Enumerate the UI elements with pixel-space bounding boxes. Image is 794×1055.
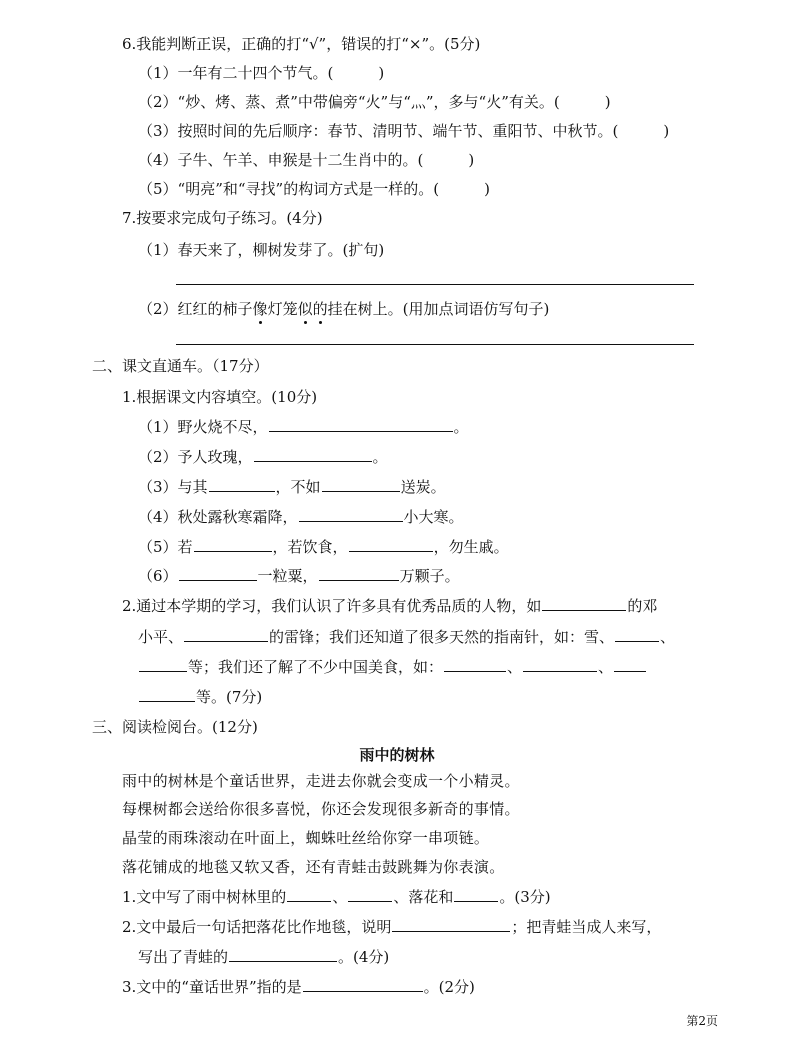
s3-q2-l2-end: 。(4分) (338, 948, 390, 966)
blank-field[interactable] (542, 596, 626, 611)
s2-q1-item-5 (138, 537, 509, 557)
s2-q1-item-6 (138, 566, 460, 586)
s2-q2-line-1 (122, 596, 657, 616)
s2-q1-5-mid: ，若饮食， (272, 538, 348, 556)
s3-q2-l2-text: 写出了青蛙的 (138, 948, 229, 966)
blank-field[interactable] (392, 917, 510, 932)
s2-q2-l4-text: 等。(7分) (196, 688, 263, 706)
blank-field[interactable] (139, 657, 187, 672)
blank-field[interactable] (269, 417, 453, 432)
s2-q1-2-end: 。 (372, 448, 388, 466)
s3-q1-text: 1.文中写了雨中树林里的 (122, 888, 287, 906)
s2-q1-item-1 (138, 417, 469, 437)
blank-field[interactable] (349, 537, 433, 552)
s2-q1-4-end: 小大寒。 (403, 508, 464, 526)
blank-field[interactable] (254, 447, 372, 462)
s2-q2-l2-end: 、 (660, 628, 676, 646)
s2-q1-3-text: （3）与其 (138, 478, 208, 496)
poem-line-4: 落花铺成的地毯又软又香，还有青蛙击鼓跳舞为你表演。 (122, 858, 505, 876)
s2-q1-1-end: 。 (453, 418, 469, 436)
section3-heading: 三、阅读检阅台。(12分) (92, 718, 258, 736)
blank-field[interactable] (303, 977, 423, 992)
blank-field[interactable] (139, 687, 195, 702)
blank-field[interactable] (444, 657, 506, 672)
s3-q2-line-1 (122, 917, 661, 937)
s2-q2-l3-mid: 、 (507, 658, 523, 676)
q7-answer-line-1[interactable] (176, 284, 694, 285)
s2-q2-line-3 (138, 657, 647, 677)
q6-item-2: （2）“炒、烤、蒸、煮”中带偏旁“火”与“灬”，多与“火”有关。( ) (138, 93, 611, 111)
s3-q3 (122, 977, 475, 997)
reading-title: 雨中的树林 (359, 746, 435, 764)
s2-q1-4-text: （4）秋处露秋寒霜降， (138, 508, 298, 526)
poem-line-1: 雨中的树林是个童话世界，走进去你就会变成一个小精灵。 (122, 772, 520, 790)
q7-item2-post: 挂在树上。(用加点词语仿写句子) (327, 300, 550, 318)
s2-q2-l1-text: 2.通过本学期的学习，我们认识了许多具有优秀品质的人物，如 (122, 597, 542, 615)
blank-field[interactable] (179, 566, 257, 581)
s2-q2-l3-end: 、 (598, 658, 614, 676)
s2-q2-l2-text: 小平、 (138, 628, 184, 646)
s2-q2-l3-text: 等；我们还了解了不少中国美食，如： (188, 658, 444, 676)
s3-q1-mid: 、落花和 (393, 888, 454, 906)
s2-q1-2-text: （2）予人玫瑰， (138, 448, 253, 466)
s3-q3-end: 。(2分) (423, 978, 475, 996)
q6-stem: 6.我能判断正误，正确的打“√”，错误的打“×”。(5分) (122, 35, 481, 53)
s2-q1-6-text: （6） (138, 567, 178, 585)
poem-line-3: 晶莹的雨珠滚动在叶面上，蜘蛛吐丝给你穿一串项链。 (122, 829, 490, 847)
s2-q1-item-2 (138, 447, 388, 467)
blank-field[interactable] (319, 566, 399, 581)
s2-q1-item-3 (138, 477, 446, 497)
blank-field[interactable] (209, 477, 275, 492)
s3-q2-text: 2.文中最后一句话把落花比作地毯，说明 (122, 918, 392, 936)
q7-stem: 7.按要求完成句子练习。(4分) (122, 209, 323, 227)
s2-q2-l2-mid: 的雷锋；我们还知道了很多天然的指南针，如：雪、 (269, 628, 615, 646)
blank-field[interactable] (348, 887, 392, 902)
s3-q1-sep1: 、 (332, 888, 348, 906)
s2-q1-item-4 (138, 507, 464, 527)
q7-item-2 (138, 299, 549, 319)
blank-field[interactable] (614, 657, 646, 672)
blank-field[interactable] (287, 887, 331, 902)
s3-q2-mid: ；把青蛙当成人来写， (511, 918, 662, 936)
blank-field[interactable] (229, 947, 337, 962)
s3-q3-text: 3.文中的“童话世界”指的是 (122, 978, 302, 996)
q6-item-3: （3）按照时间的先后顺序：春节、清明节、端午节、重阳节、中秋节。( ) (138, 122, 670, 140)
s3-q1-end: 。(3分) (499, 888, 551, 906)
s3-q2-line-2 (138, 947, 389, 967)
q7-answer-line-2[interactable] (176, 344, 694, 345)
blank-field[interactable] (299, 507, 403, 522)
q7-item2-mid: 灯笼 (267, 300, 298, 318)
s2-q1-1-text: （1）野火烧不尽， (138, 418, 268, 436)
q6-item-4: （4）子牛、午羊、申猴是十二生肖中的。( ) (138, 151, 475, 169)
s2-q1-stem: 1.根据课文内容填空。(10分) (122, 388, 318, 406)
s2-q1-6-end: 万颗子。 (399, 567, 460, 585)
s2-q1-6-mid: 一粒粟， (257, 567, 318, 585)
s3-q1 (122, 887, 551, 907)
q7-item2-dot1: 像 (252, 300, 268, 318)
blank-field[interactable] (184, 627, 268, 642)
blank-field[interactable] (454, 887, 498, 902)
blank-field[interactable] (523, 657, 597, 672)
poem-line-2: 每棵树都会送给你很多喜悦，你还会发现很多新奇的事情。 (122, 800, 520, 818)
q7-item2-dot2: 似 (297, 300, 313, 318)
q7-item-1: （1）春天来了，柳树发芽了。(扩句) (138, 241, 385, 259)
q7-item2-pre: （2）红红的柿子 (138, 300, 253, 318)
q7-item2-dot3: 的 (312, 300, 328, 318)
s2-q1-5-end: ，勿生戚。 (433, 538, 509, 556)
s2-q1-3-mid: ，不如 (275, 478, 321, 496)
blank-field[interactable] (194, 537, 272, 552)
blank-field[interactable] (615, 627, 659, 642)
s2-q2-line-4 (138, 687, 262, 707)
s2-q1-5-text: （5）若 (138, 538, 193, 556)
s2-q2-line-2 (138, 627, 675, 647)
s2-q1-3-end: 送炭。 (400, 478, 446, 496)
q6-item-1: （1）一年有二十四个节气。( ) (138, 64, 385, 82)
s2-q2-l1-end: 的邓 (627, 597, 658, 615)
q6-item-5: （5）“明亮”和“寻找”的构词方式是一样的。( ) (138, 180, 490, 198)
blank-field[interactable] (322, 477, 400, 492)
page-number: 第2页 (686, 1014, 718, 1028)
section2-heading: 二、课文直通车。（17分） (92, 357, 269, 375)
